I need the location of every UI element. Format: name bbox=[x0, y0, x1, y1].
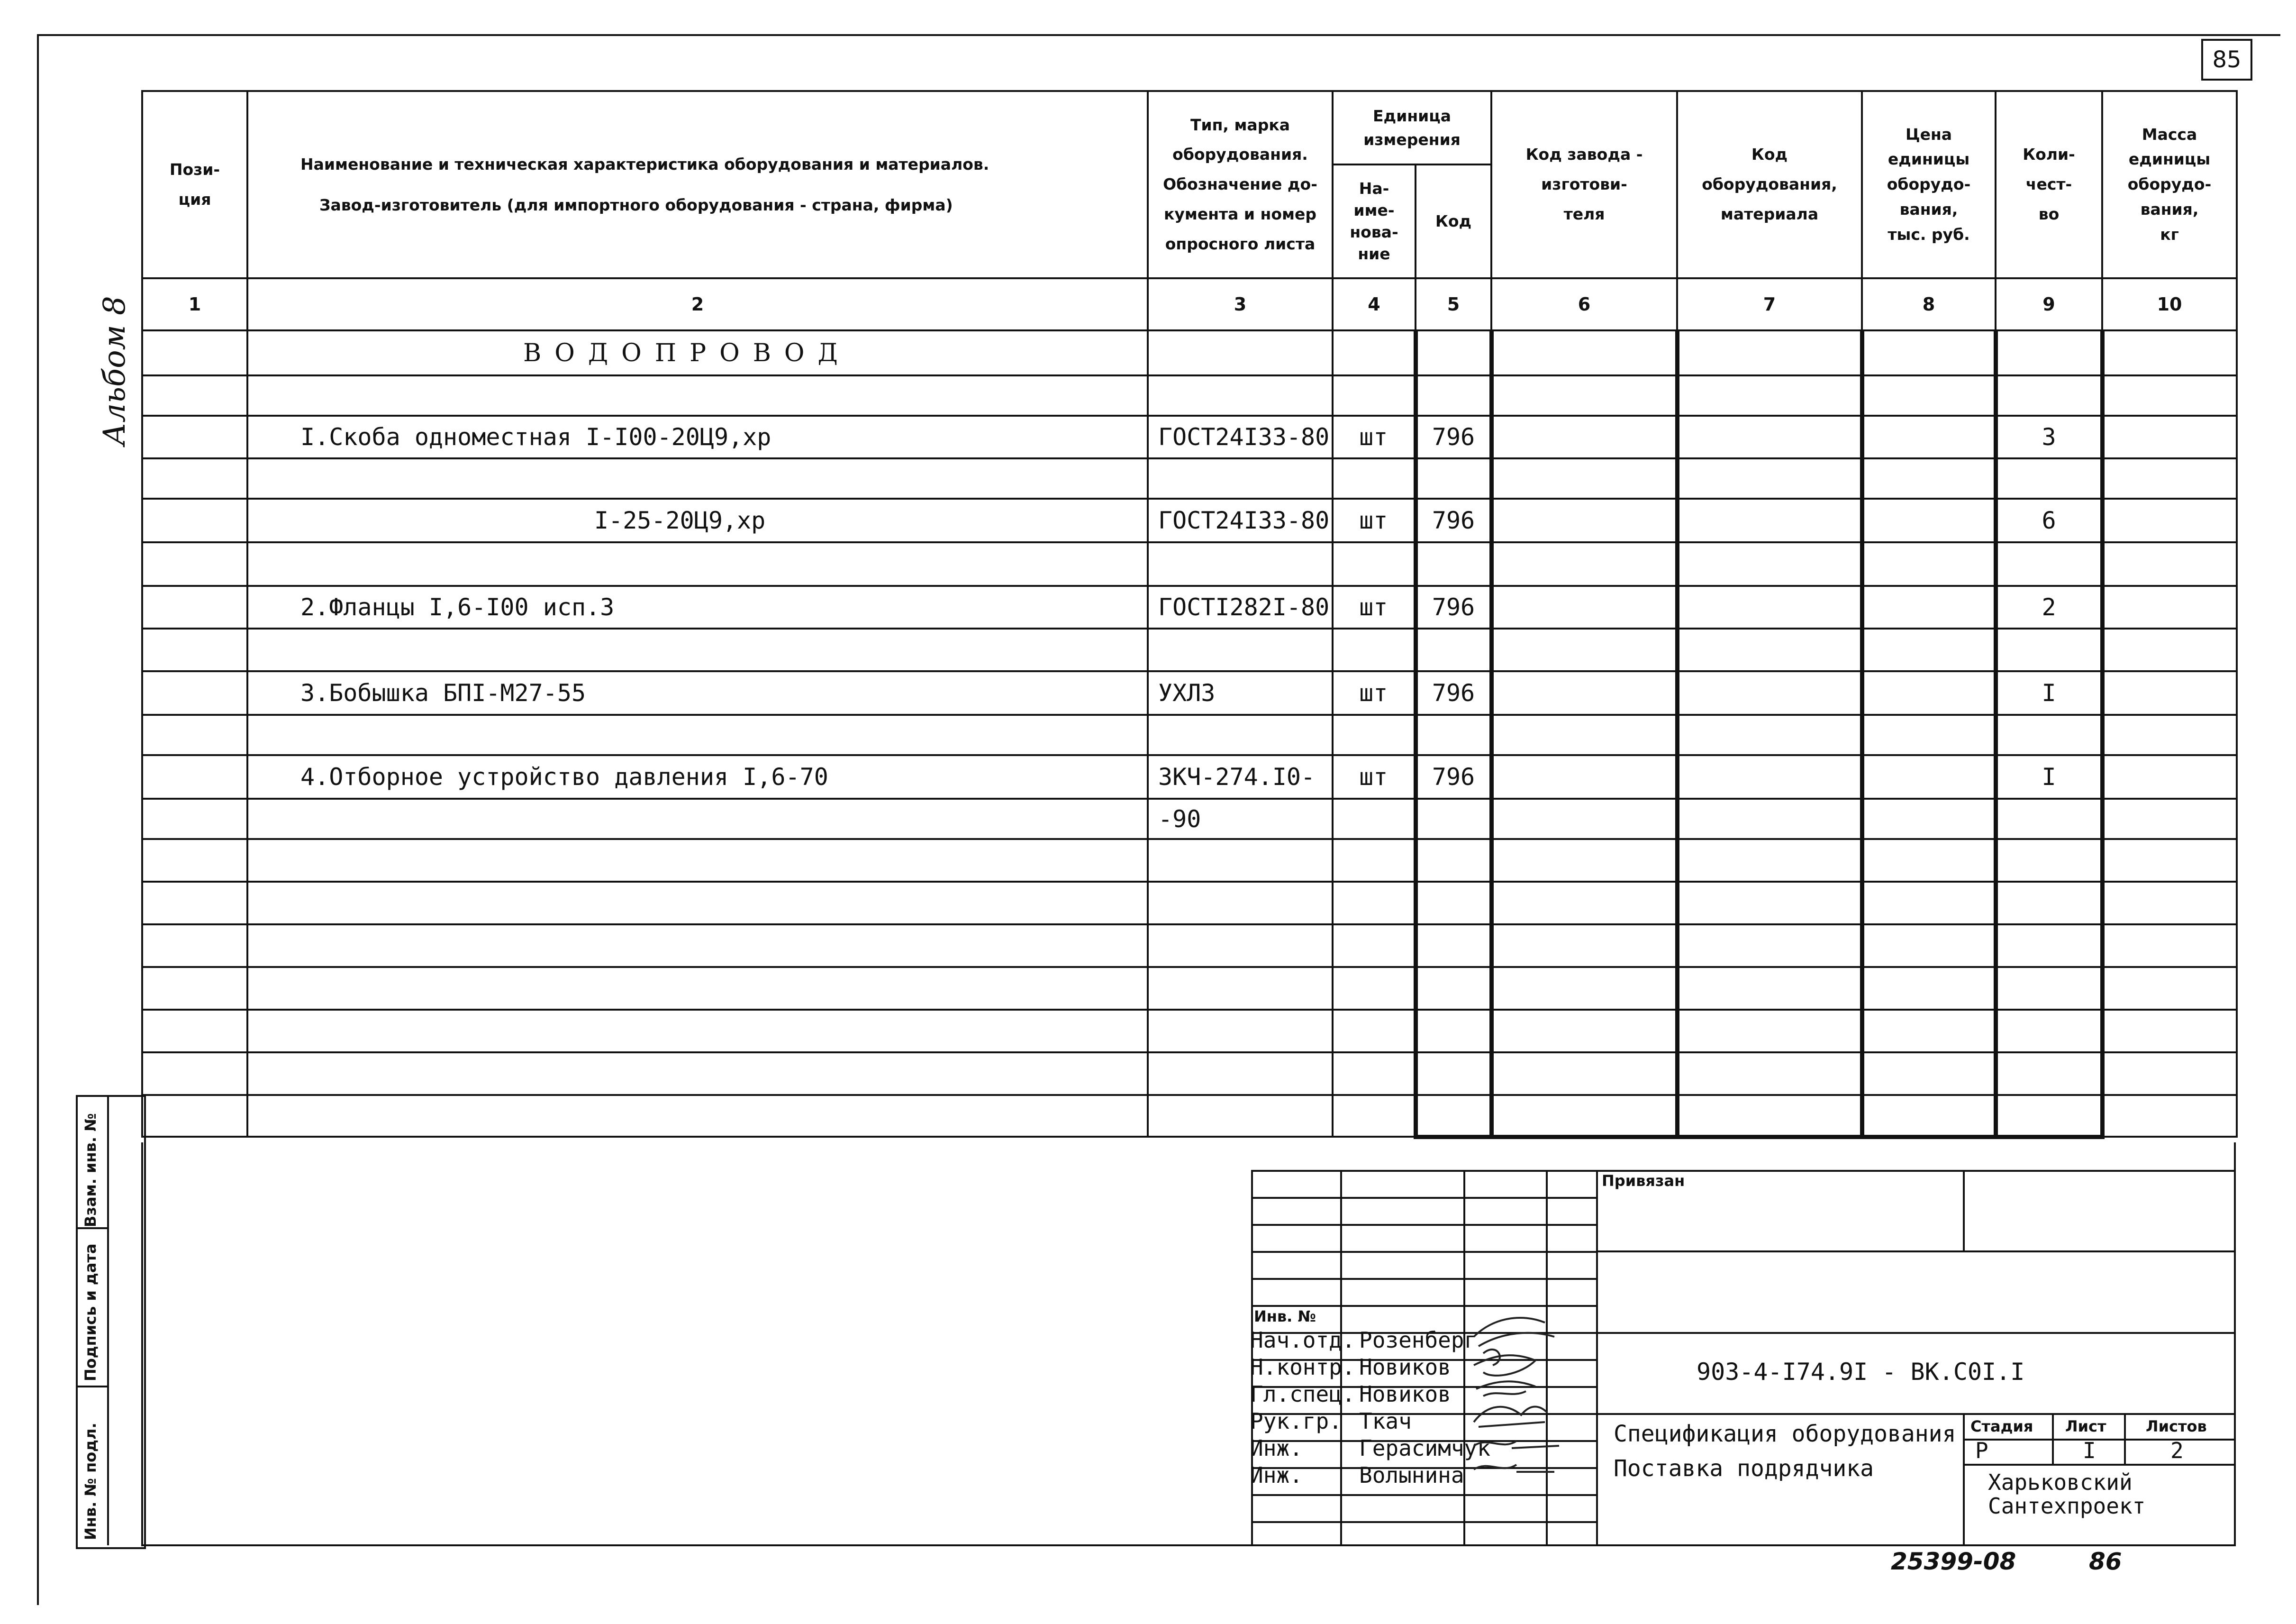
top-sheet-number: 85 bbox=[2201, 39, 2252, 81]
footer-page-number: 86 bbox=[2089, 1548, 2122, 1575]
person-name: Новиков bbox=[1359, 1381, 1451, 1407]
header-type: Тип, марка оборудования. Обозначение до- кумента и номер опросного листа bbox=[1148, 91, 1333, 278]
item-name: I.Скоба одноместная I-I00-20Ц9,хр bbox=[247, 416, 1148, 458]
item-doc: ГОСТ24I33-80 bbox=[1148, 499, 1333, 542]
role-label: Н.контр. bbox=[1250, 1354, 1355, 1380]
item-doc: УХЛ3 bbox=[1148, 671, 1333, 715]
item-unit: шт bbox=[1333, 755, 1416, 799]
person-name: Розенберг bbox=[1359, 1327, 1478, 1353]
table-row bbox=[142, 499, 2237, 542]
item-unit-code: 796 bbox=[1416, 499, 1491, 542]
item-unit-code: 796 bbox=[1416, 586, 1491, 629]
item-unit-code: 796 bbox=[1416, 416, 1491, 458]
item-qty: 6 bbox=[1996, 499, 2102, 542]
specification-table bbox=[141, 90, 2238, 1139]
column-number: 6 bbox=[1491, 278, 1677, 330]
header-unit-name: На- име- нова- ние bbox=[1333, 164, 1416, 278]
column-number: 3 bbox=[1148, 278, 1333, 330]
sheet-label: Лист bbox=[2065, 1417, 2106, 1435]
role-label: Нач.отд. bbox=[1250, 1327, 1355, 1353]
header-quantity: Коли- чест- во bbox=[1996, 91, 2102, 278]
person-name: Новиков bbox=[1359, 1354, 1451, 1380]
header-name: Наименование и техническая характеристика оборудования и материалов. Завод-изготовитель (для импортного оборудования - страна, фирма) bbox=[247, 91, 1148, 278]
stage-label: Стадия bbox=[1970, 1417, 2033, 1435]
item-doc: ГОСТ24I33-80 bbox=[1148, 416, 1333, 458]
table-row bbox=[142, 586, 2237, 629]
item-name: I-25-20Ц9,хр bbox=[247, 499, 1148, 542]
side-stamp bbox=[76, 1095, 146, 1549]
column-number: 2 bbox=[247, 278, 1148, 330]
table-row bbox=[142, 416, 2237, 458]
title-line-1: Спецификация оборудования bbox=[1614, 1421, 1956, 1447]
item-unit: шт bbox=[1333, 499, 1416, 542]
table-row bbox=[142, 755, 2237, 799]
table-row bbox=[142, 671, 2237, 715]
item-doc-continuation: -90 bbox=[1148, 799, 1333, 839]
sheets-label: Листов bbox=[2146, 1417, 2207, 1435]
title-line-2: Поставка подрядчика bbox=[1614, 1455, 1874, 1482]
footer-archive-number: 25399-08 bbox=[1891, 1548, 2016, 1575]
item-unit-code: 796 bbox=[1416, 671, 1491, 715]
column-number: 10 bbox=[2102, 278, 2237, 330]
header-factory-code: Код завода - изготови- теля bbox=[1491, 91, 1677, 278]
sheets-value: 2 bbox=[2170, 1438, 2184, 1463]
person-name: Волынина bbox=[1359, 1462, 1464, 1488]
item-unit: шт bbox=[1333, 586, 1416, 629]
header-unit-code: Код bbox=[1416, 164, 1491, 278]
album-label: Альбом 8 bbox=[97, 296, 132, 446]
item-qty: 2 bbox=[1996, 586, 2102, 629]
frame-line bbox=[2234, 1142, 2236, 1546]
inv-no-label: Инв. № bbox=[1254, 1307, 1316, 1325]
sheet-value: I bbox=[2083, 1438, 2096, 1463]
person-name: Ткач bbox=[1359, 1408, 1412, 1434]
header-mass: Масса единицы оборудо- вания, кг bbox=[2102, 91, 2237, 278]
stamp-signature-date: Подпись и дата bbox=[82, 1243, 100, 1381]
header-equipment-code: Код оборудования, материала bbox=[1677, 91, 1862, 278]
stage-value: Р bbox=[1975, 1438, 1988, 1463]
stamp-vzam-inv: Взам. инв. № bbox=[82, 1113, 100, 1227]
item-name: 4.Отборное устройство давления I,6-70 bbox=[247, 755, 1148, 799]
item-unit-code: 796 bbox=[1416, 755, 1491, 799]
item-unit: шт bbox=[1333, 416, 1416, 458]
item-doc: ГОСТI282I-80 bbox=[1148, 586, 1333, 629]
role-label: Инж. bbox=[1250, 1435, 1303, 1461]
column-number: 1 bbox=[142, 278, 247, 330]
column-number: 9 bbox=[1996, 278, 2102, 330]
stamp-inv-podl: Инв. № подл. bbox=[82, 1423, 100, 1540]
role-label: Гл.спец. bbox=[1250, 1381, 1355, 1407]
frame-line bbox=[141, 1544, 2236, 1546]
item-doc: 3КЧ-274.I0- bbox=[1148, 755, 1333, 799]
item-qty: 3 bbox=[1996, 416, 2102, 458]
section-title: ВОДОПРОВОД bbox=[247, 330, 1148, 375]
item-unit: шт bbox=[1333, 671, 1416, 715]
header-price: Цена единицы оборудо- вания, тыс. руб. bbox=[1862, 91, 1996, 278]
document-code: 903-4-I74.9I - ВК.С0I.I bbox=[1697, 1358, 2025, 1386]
header-position: Пози- ция bbox=[142, 91, 247, 278]
signatures-image bbox=[1464, 1308, 1559, 1488]
privyazan-label: Привязан bbox=[1602, 1172, 1685, 1190]
role-label: Инж. bbox=[1250, 1462, 1303, 1488]
organization-line-1: Харьковский bbox=[1988, 1469, 2133, 1495]
item-name: 3.Бобышка БПI-М27-55 bbox=[247, 671, 1148, 715]
item-qty: I bbox=[1996, 671, 2102, 715]
item-name: 2.Фланцы I,6-I00 исп.3 bbox=[247, 586, 1148, 629]
column-number: 4 bbox=[1333, 278, 1416, 330]
role-label: Рук.гр. bbox=[1250, 1408, 1342, 1434]
item-qty: I bbox=[1996, 755, 2102, 799]
organization-line-2: Сантехпроект bbox=[1988, 1493, 2146, 1519]
person-name: Герасимчук bbox=[1359, 1435, 1490, 1461]
header-unit: Единица измерения bbox=[1333, 91, 1491, 164]
column-number: 7 bbox=[1677, 278, 1862, 330]
column-number: 5 bbox=[1416, 278, 1491, 330]
column-number: 8 bbox=[1862, 278, 1996, 330]
